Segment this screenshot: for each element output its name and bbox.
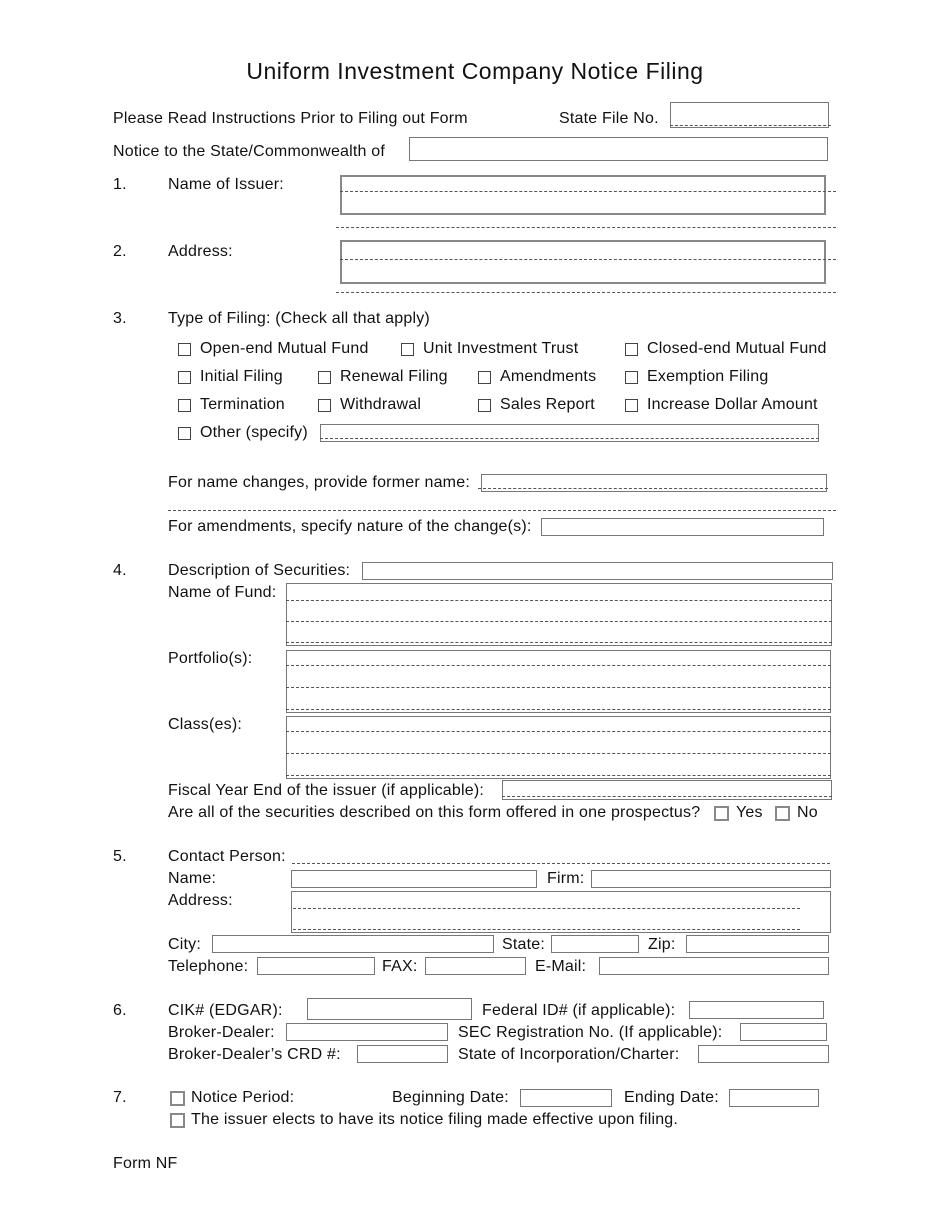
withdrawal-checkbox[interactable] bbox=[318, 399, 331, 412]
fiscal-year-label: Fiscal Year End of the issuer (if applicable): bbox=[168, 782, 485, 799]
effective-upon-filing-checkbox[interactable] bbox=[170, 1113, 185, 1128]
amendments-checkbox[interactable] bbox=[478, 371, 491, 384]
contact-name-input[interactable] bbox=[291, 870, 537, 888]
class-line bbox=[286, 753, 831, 754]
issuer-name-input[interactable] bbox=[340, 175, 826, 215]
contact-address-label: Address: bbox=[168, 892, 233, 909]
state-input[interactable] bbox=[551, 935, 639, 953]
unit-trust-label: Unit Investment Trust bbox=[423, 340, 579, 357]
contact-name-label: Name: bbox=[168, 870, 217, 887]
crd-input[interactable] bbox=[357, 1045, 448, 1063]
city-label: City: bbox=[168, 936, 201, 953]
beginning-date-input[interactable] bbox=[520, 1089, 612, 1107]
portfolio-label: Portfolio(s): bbox=[168, 650, 253, 667]
telephone-label: Telephone: bbox=[168, 958, 249, 975]
fund-name-input[interactable] bbox=[286, 583, 832, 646]
firm-label: Firm: bbox=[547, 870, 585, 887]
other-checkbox[interactable] bbox=[178, 427, 191, 440]
initial-filing-checkbox[interactable] bbox=[178, 371, 191, 384]
other-specify-input[interactable] bbox=[320, 424, 819, 442]
sales-report-label: Sales Report bbox=[500, 396, 595, 413]
effective-upon-filing-label: The issuer elects to have its notice filing made effective upon filing. bbox=[191, 1111, 679, 1128]
prospectus-no-label: No bbox=[797, 804, 818, 821]
amendments-nature-input[interactable] bbox=[541, 518, 824, 536]
prospectus-no-checkbox[interactable] bbox=[775, 806, 790, 821]
state-file-label: State File No. bbox=[559, 110, 659, 127]
ending-date-label: Ending Date: bbox=[624, 1089, 719, 1106]
contact-person-label: Contact Person: bbox=[168, 848, 286, 865]
contact-address-line bbox=[293, 929, 800, 930]
notice-period-checkbox[interactable] bbox=[170, 1091, 185, 1106]
fiscal-year-input[interactable] bbox=[502, 780, 832, 800]
fax-input[interactable] bbox=[425, 957, 526, 975]
initial-filing-label: Initial Filing bbox=[200, 368, 283, 385]
state-label: State: bbox=[502, 936, 546, 953]
prospectus-question: Are all of the securities described on this form offered in one prospectus? bbox=[168, 804, 701, 821]
other-label: Other (specify) bbox=[200, 424, 308, 441]
open-end-fund-checkbox[interactable] bbox=[178, 343, 191, 356]
termination-label: Termination bbox=[200, 396, 285, 413]
section-5-number: 5. bbox=[113, 848, 127, 865]
sec-registration-label: SEC Registration No. (If applicable): bbox=[458, 1024, 723, 1041]
amendments-nature-label: For amendments, specify nature of the change(s): bbox=[168, 518, 532, 535]
contact-person-line bbox=[292, 863, 830, 864]
prospectus-yes-checkbox[interactable] bbox=[714, 806, 729, 821]
sales-report-checkbox[interactable] bbox=[478, 399, 491, 412]
unit-trust-checkbox[interactable] bbox=[401, 343, 414, 356]
former-name-line bbox=[168, 510, 836, 511]
zip-label: Zip: bbox=[648, 936, 676, 953]
ending-date-input[interactable] bbox=[729, 1089, 819, 1107]
closed-end-fund-checkbox[interactable] bbox=[625, 343, 638, 356]
form-code: Form NF bbox=[113, 1155, 178, 1172]
exemption-filing-checkbox[interactable] bbox=[625, 371, 638, 384]
type-of-filing-label: Type of Filing: (Check all that apply) bbox=[168, 310, 430, 327]
address-input[interactable] bbox=[340, 240, 826, 284]
beginning-date-label: Beginning Date: bbox=[392, 1089, 509, 1106]
class-line bbox=[286, 775, 831, 776]
fund-name-label: Name of Fund: bbox=[168, 584, 277, 601]
sec-registration-input[interactable] bbox=[740, 1023, 827, 1041]
section-1-number: 1. bbox=[113, 176, 127, 193]
broker-dealer-label: Broker-Dealer: bbox=[168, 1024, 275, 1041]
former-name-label: For name changes, provide former name: bbox=[168, 474, 470, 491]
federal-id-input[interactable] bbox=[689, 1001, 824, 1019]
withdrawal-label: Withdrawal bbox=[340, 396, 422, 413]
section-6-number: 6. bbox=[113, 1002, 127, 1019]
zip-input[interactable] bbox=[686, 935, 829, 953]
email-input[interactable] bbox=[599, 957, 829, 975]
federal-id-label: Federal ID# (if applicable): bbox=[482, 1002, 676, 1019]
contact-address-line bbox=[293, 908, 800, 909]
section-3-number: 3. bbox=[113, 310, 127, 327]
issuer-name-label: Name of Issuer: bbox=[168, 176, 284, 193]
city-input[interactable] bbox=[212, 935, 494, 953]
notice-to-input[interactable] bbox=[409, 137, 828, 161]
class-label: Class(es): bbox=[168, 716, 243, 733]
notice-period-label: Notice Period: bbox=[191, 1089, 295, 1106]
fiscal-year-line bbox=[502, 796, 832, 797]
portfolio-line bbox=[286, 665, 831, 666]
fax-label: FAX: bbox=[382, 958, 418, 975]
renewal-filing-checkbox[interactable] bbox=[318, 371, 331, 384]
broker-dealer-input[interactable] bbox=[286, 1023, 448, 1041]
renewal-filing-label: Renewal Filing bbox=[340, 368, 448, 385]
crd-label: Broker-Dealer’s CRD #: bbox=[168, 1046, 341, 1063]
class-line bbox=[286, 731, 831, 732]
incorporation-label: State of Incorporation/Charter: bbox=[458, 1046, 680, 1063]
issuer-name-line bbox=[336, 227, 836, 228]
address-label: Address: bbox=[168, 243, 233, 260]
state-file-underline bbox=[670, 125, 831, 126]
cik-label: CIK# (EDGAR): bbox=[168, 1002, 283, 1019]
issuer-name-line bbox=[340, 191, 836, 192]
fund-name-line bbox=[286, 621, 832, 622]
incorporation-input[interactable] bbox=[698, 1045, 829, 1063]
firm-input[interactable] bbox=[591, 870, 831, 888]
former-name-input[interactable] bbox=[481, 474, 827, 492]
section-4-number: 4. bbox=[113, 562, 127, 579]
former-name-line bbox=[478, 488, 828, 489]
email-label: E-Mail: bbox=[535, 958, 587, 975]
portfolio-line bbox=[286, 709, 831, 710]
portfolio-line bbox=[286, 687, 831, 688]
closed-end-fund-label: Closed-end Mutual Fund bbox=[647, 340, 827, 357]
exemption-filing-label: Exemption Filing bbox=[647, 368, 769, 385]
prospectus-yes-label: Yes bbox=[736, 804, 763, 821]
increase-amount-label: Increase Dollar Amount bbox=[647, 396, 818, 413]
form-title: Uniform Investment Company Notice Filing bbox=[246, 58, 704, 84]
telephone-input[interactable] bbox=[257, 957, 375, 975]
section-7-number: 7. bbox=[113, 1089, 127, 1106]
increase-amount-checkbox[interactable] bbox=[625, 399, 638, 412]
cik-input[interactable] bbox=[307, 998, 472, 1020]
portfolio-input[interactable] bbox=[286, 650, 831, 713]
open-end-fund-label: Open-end Mutual Fund bbox=[200, 340, 369, 357]
instructions-note: Please Read Instructions Prior to Filing out Form bbox=[113, 110, 468, 127]
fund-name-line bbox=[286, 600, 832, 601]
contact-address-input[interactable] bbox=[291, 891, 831, 933]
amendments-label: Amendments bbox=[500, 368, 597, 385]
section-2-number: 2. bbox=[113, 243, 127, 260]
description-input[interactable] bbox=[362, 562, 833, 580]
description-label: Description of Securities: bbox=[168, 562, 351, 579]
termination-checkbox[interactable] bbox=[178, 399, 191, 412]
notice-to-label: Notice to the State/Commonwealth of bbox=[113, 143, 386, 160]
other-specify-line bbox=[320, 438, 819, 439]
address-line bbox=[340, 259, 836, 260]
fund-name-line bbox=[286, 642, 832, 643]
class-input[interactable] bbox=[286, 716, 831, 779]
address-line bbox=[336, 292, 836, 293]
